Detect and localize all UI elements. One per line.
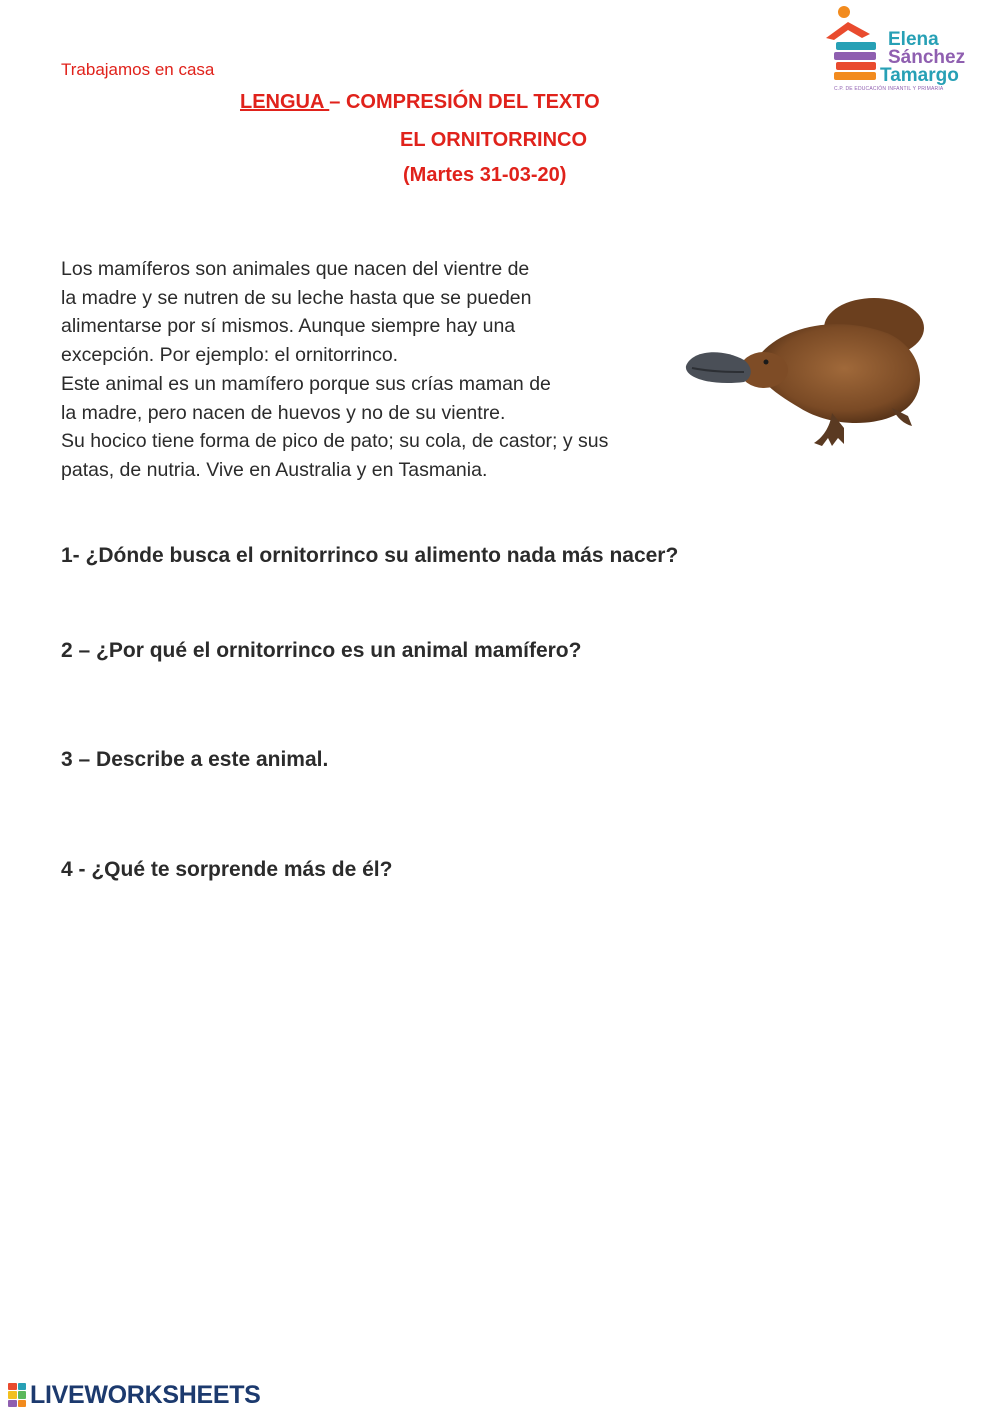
question-2: 2 – ¿Por qué el ornitorrinco es un animal mamífero? (61, 639, 582, 662)
passage-line: patas, de nutria. Vive en Australia y en Tasmania. (61, 458, 488, 481)
date-label: (Martes 31-03-20) (403, 164, 567, 186)
passage-line: alimentarse por sí mismos. Aunque siempre hay una (61, 315, 516, 338)
logo-line-1: Elena (888, 29, 939, 50)
subject-rest: – COMPRESIÓN DEL TEXTO (329, 91, 600, 113)
logo-line-3: Tamargo (880, 65, 959, 86)
platypus-image (682, 288, 932, 453)
passage-line: Su hocico tiene forma de pico de pato; su cola, de castor; y sus (61, 430, 609, 453)
page-title: EL ORNITORRINCO (400, 129, 588, 151)
header-note: Trabajamos en casa (61, 60, 215, 79)
question-1: 1- ¿Dónde busca el ornitorrinco su alimento nada más nacer? (61, 544, 679, 567)
passage-line: la madre y se nutren de su leche hasta que se pueden (61, 286, 532, 309)
reading-passage (61, 255, 671, 485)
passage-line: Este animal es un mamífero porque sus crías maman de (61, 372, 551, 395)
passage-line: excepción. Por ejemplo: el ornitorrinco. (61, 344, 399, 367)
liveworksheets-logo-icon (8, 1383, 26, 1407)
passage-line: la madre, pero nacen de huevos y no de su vientre. (61, 401, 506, 424)
logo-subtitle: C.P. DE EDUCACIÓN INFANTIL Y PRIMARIA (834, 86, 944, 92)
subject-prefix: LENGUA (240, 91, 330, 113)
question-3: 3 – Describe a este animal. (61, 748, 329, 771)
school-logo (822, 4, 972, 96)
question-4: 4 - ¿Qué te sorprende más de él? (61, 858, 393, 881)
footer-brand: LIVEWORKSHEETS (30, 1380, 261, 1409)
passage-line: Los mamíferos son animales que nacen del vientre de (61, 258, 530, 280)
logo-line-2: Sánchez (888, 47, 966, 68)
liveworksheets-footer[interactable] (8, 1381, 261, 1409)
